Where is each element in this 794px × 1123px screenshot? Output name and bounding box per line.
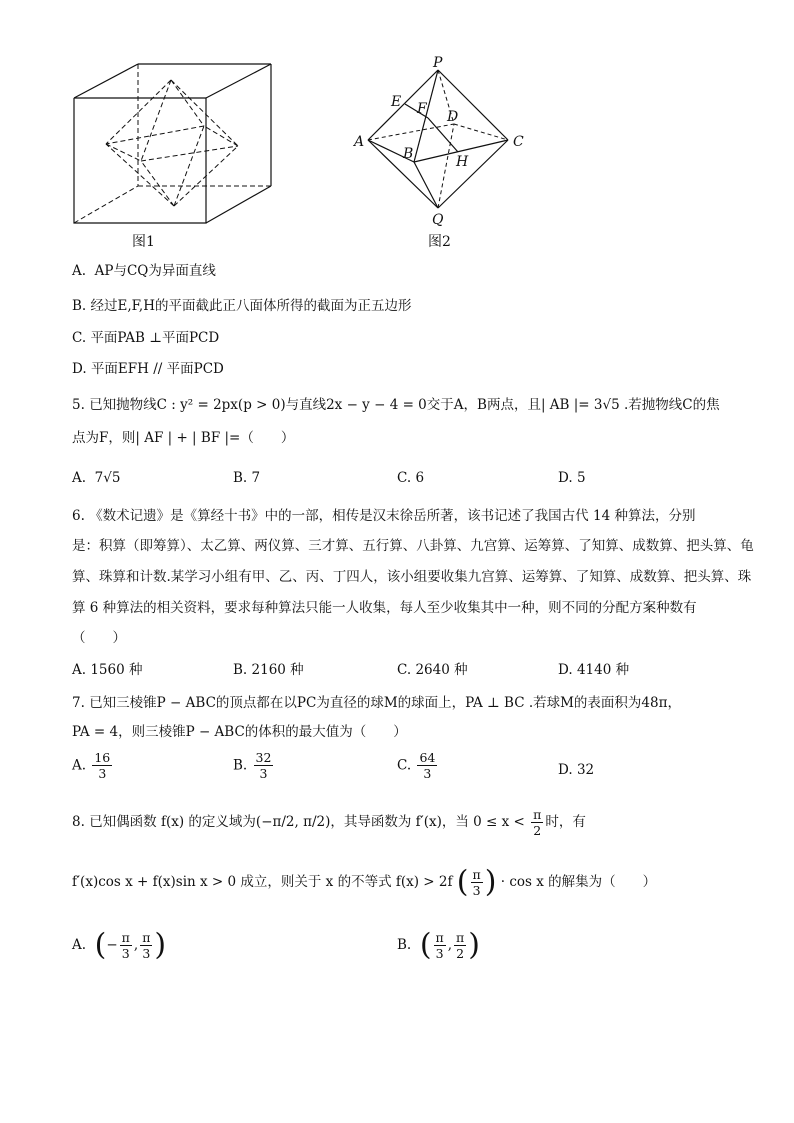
q6-stem-line5: （ ） bbox=[72, 630, 126, 646]
q6-stem-line1: 6. 《数术记遗》是《算经十书》中的一部，相传是汉末徐岳所著，该书记述了我国古代 14 种算法，分别 bbox=[72, 508, 696, 524]
figure-1-caption: 图1 bbox=[132, 234, 155, 250]
label-B: B bbox=[403, 146, 414, 162]
q8-option-b: B. ( $\frac{\pi}{3}$ , $\frac{\pi}{2}$ ) bbox=[397, 927, 480, 963]
q4-option-a: A. AP与CQ为异面直线 bbox=[72, 263, 216, 279]
q5-option-a: A. 7√5 bbox=[72, 470, 121, 486]
q7-option-b: B. $\frac{32}{3}$ bbox=[233, 750, 272, 781]
q6-stem-line3: 算、珠算和计数.某学习小组有甲、乙、丙、丁四人，该小组要收集九宫算、运筹算、了知算、成数算、把头算、珠 bbox=[72, 569, 752, 585]
q4-option-c: C. 平面PAB ⊥平面PCD bbox=[72, 330, 220, 346]
label-A: A bbox=[354, 134, 365, 150]
q7-stem-line2: PA = 4，则三棱锥P − ABC的体积的最大值为（ ） bbox=[72, 724, 407, 740]
figure-1-cube-octahedron bbox=[66, 58, 286, 230]
q8-option-a: A. (− $\frac{\pi}{3}$ , $\frac{\pi}{3}$ ) bbox=[72, 927, 167, 963]
q6-stem-line4: 算 6 种算法的相关资料，要求每种算法只能一人收集，每人至少收集其中一种，则不同的分配方案种数有 bbox=[72, 600, 697, 616]
q8-stem-line1: 8. 已知偶函数 f(x) 的定义域为(−π/2, π/2)，其导函数为 f′(x)，当 0 ≤ x < $\frac{\pi}{2}$ 时，有 bbox=[72, 807, 586, 838]
q5-option-d: D. 5 bbox=[558, 470, 586, 486]
q7-option-c: C. $\frac{64}{3}$ bbox=[397, 750, 436, 781]
q6-stem-line2: 是：积算（即筹算）、太乙算、两仪算、三才算、五行算、八卦算、九宫算、运筹算、了知算、成数算、把头算、龟 bbox=[72, 538, 754, 554]
label-C: C bbox=[513, 134, 524, 150]
q5-stem-line2: 点为F，则| AF | + | BF |=（ ） bbox=[72, 430, 295, 446]
q5-option-b: B. 7 bbox=[233, 470, 261, 486]
q7-option-a: A. $\frac{16}{3}$ bbox=[72, 750, 111, 781]
q7-option-d: D. 32 bbox=[558, 762, 595, 778]
q6-option-a: A. 1560 种 bbox=[72, 662, 143, 678]
label-H: H bbox=[456, 154, 469, 170]
figure-2-caption: 图2 bbox=[428, 234, 451, 250]
q7-stem-line1: 7. 已知三棱锥P − ABC的顶点都在以PC为直径的球M的球面上，PA ⊥ BC .若球M的表面积为48π， bbox=[72, 695, 681, 711]
q6-option-d: D. 4140 种 bbox=[558, 662, 630, 678]
figure-2-octahedron bbox=[348, 56, 538, 226]
q4-option-d: D. 平面EFH // 平面PCD bbox=[72, 361, 224, 377]
q4-option-b: B. 经过E,F,H的平面截此正八面体所得的截面为正五边形 bbox=[72, 298, 412, 314]
label-P: P bbox=[433, 56, 443, 71]
label-E: E bbox=[391, 94, 402, 110]
q5-option-c: C. 6 bbox=[397, 470, 425, 486]
label-D: D bbox=[447, 109, 459, 125]
label-F: F bbox=[417, 101, 427, 117]
q6-option-c: C. 2640 种 bbox=[397, 662, 468, 678]
q8-stem-line2: f′(x)cos x + f(x)sin x > 0 成立，则关于 x 的不等式 f(x) > 2f ( $\frac{\pi}{3}$ ) · cos x 的解集为（ ） bbox=[72, 864, 657, 900]
q6-option-b: B. 2160 种 bbox=[233, 662, 304, 678]
q5-stem-line1: 5. 已知抛物线C : y² = 2px(p > 0)与直线2x − y − 4 = 0交于A，B两点，且| AB |= 3√5 .若抛物线C的焦 bbox=[72, 397, 720, 413]
label-Q: Q bbox=[432, 212, 444, 226]
